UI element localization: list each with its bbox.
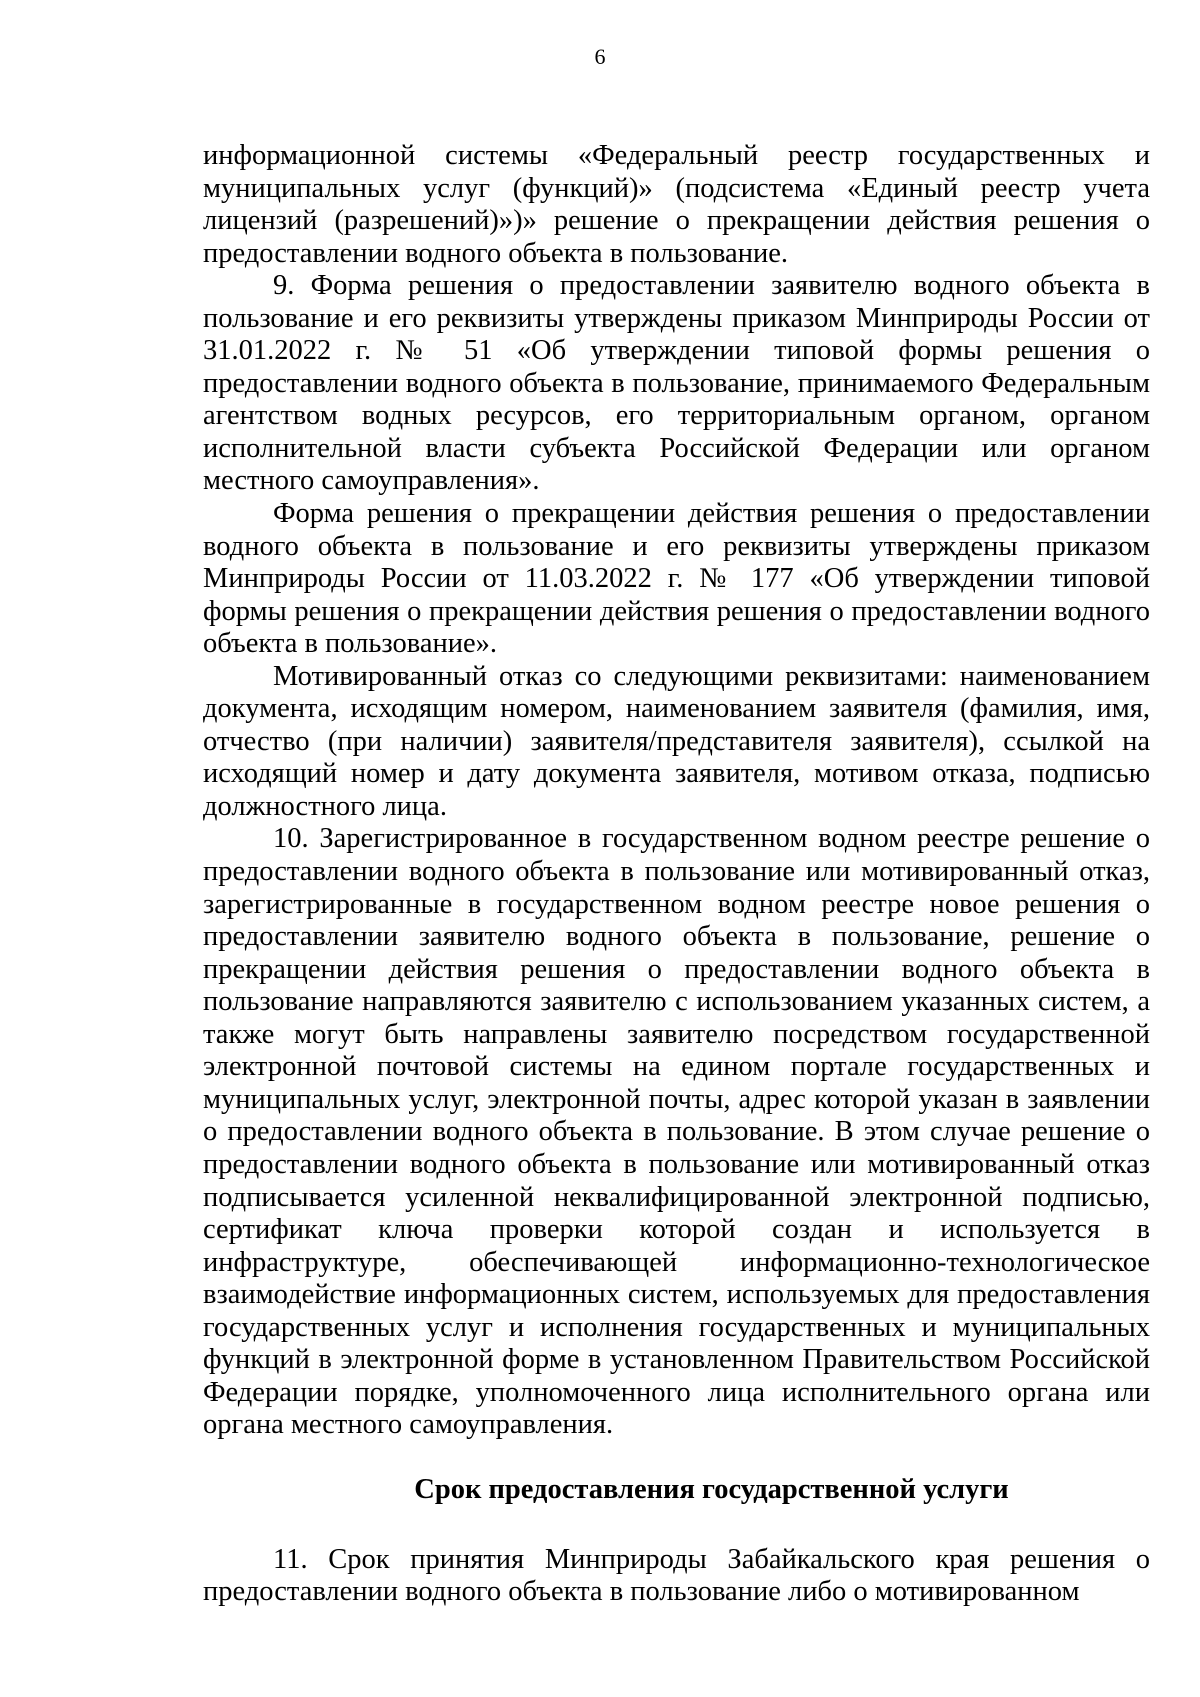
- paragraph-item-10: 10. Зарегистрированное в государственном водном реестре решение о предоставлении водного объекта в пользование или мотивированный отказ, зарегистрированные в государственном водном реестре новое решения о предоставлении заявителю водного объекта в пользование, решение о прекращении действия решения о предоставлении водного объекта в пользование направляются заявителю с использованием указанных систем, а также могут быть направлены заявителю посредством государственной электронной почтовой системы на едином портале государственных и муниципальных услуг, электронной почты, адрес которой указан в заявлении о предоставлении водного объекта в пользование. В этом случае решение о предоставлении водного объекта в пользование или мотивированный отказ подписывается усиленной неквалифицированной электронной подписью, сертификат ключа проверки которой создан и используется в инфраструктуре, обеспечивающей информационно-технологическое взаимодействие информационных систем, используемых для предоставления государственных услуг и исполнения государственных и муниципальных функций в электронной форме в установленном Правительством Российской Федерации порядке, уполномоченного лица исполнительного органа или органа местного самоуправления.: [203, 823, 1150, 1441]
- paragraph-termination-form: Форма решения о прекращении действия решения о предоставлении водного объекта в пользование и его реквизиты утверждены приказом Минприроды России от 11.03.2022 г. № 177 «Об утверждении типовой формы решения о прекращении действия решения о предоставлении водного объекта в пользование».: [203, 498, 1150, 660]
- paragraph-item-11: 11. Срок принятия Минприроды Забайкальского края решения о предоставлении водного объекта в пользование либо о мотивированном: [203, 1543, 1150, 1608]
- document-body: [203, 140, 1150, 1609]
- paragraph-item-9: 9. Форма решения о предоставлении заявителю водного объекта в пользование и его реквизиты утверждены приказом Минприроды России от 31.01.2022 г. № 51 «Об утверждении типовой формы решения о предоставлении водного объекта в пользование, принимаемого Федеральным агентством водных ресурсов, его территориальным органом, органом исполнительной власти субъекта Российской Федерации или органом местного самоуправления».: [203, 270, 1150, 497]
- section-heading: Срок предоставления государственной услуги: [414, 1473, 1009, 1505]
- paragraph-continuation: информационной системы «Федеральный реестр государственных и муниципальных услуг (функций)» (подсистема «Единый реестр учета лицензий (разрешений)»)» решение о прекращении действия решения о предоставлении водного объекта в пользование.: [203, 140, 1150, 269]
- paragraph-motivated-refusal: Мотивированный отказ со следующими реквизитами: наименованием документа, исходящим номером, наименованием заявителя (фамилия, имя, отчество (при наличии) заявителя/представителя заявителя), ссылкой на исходящий номер и дату документа заявителя, мотивом отказа, подписью должностного лица.: [203, 660, 1150, 822]
- page-number: 6: [594, 44, 606, 69]
